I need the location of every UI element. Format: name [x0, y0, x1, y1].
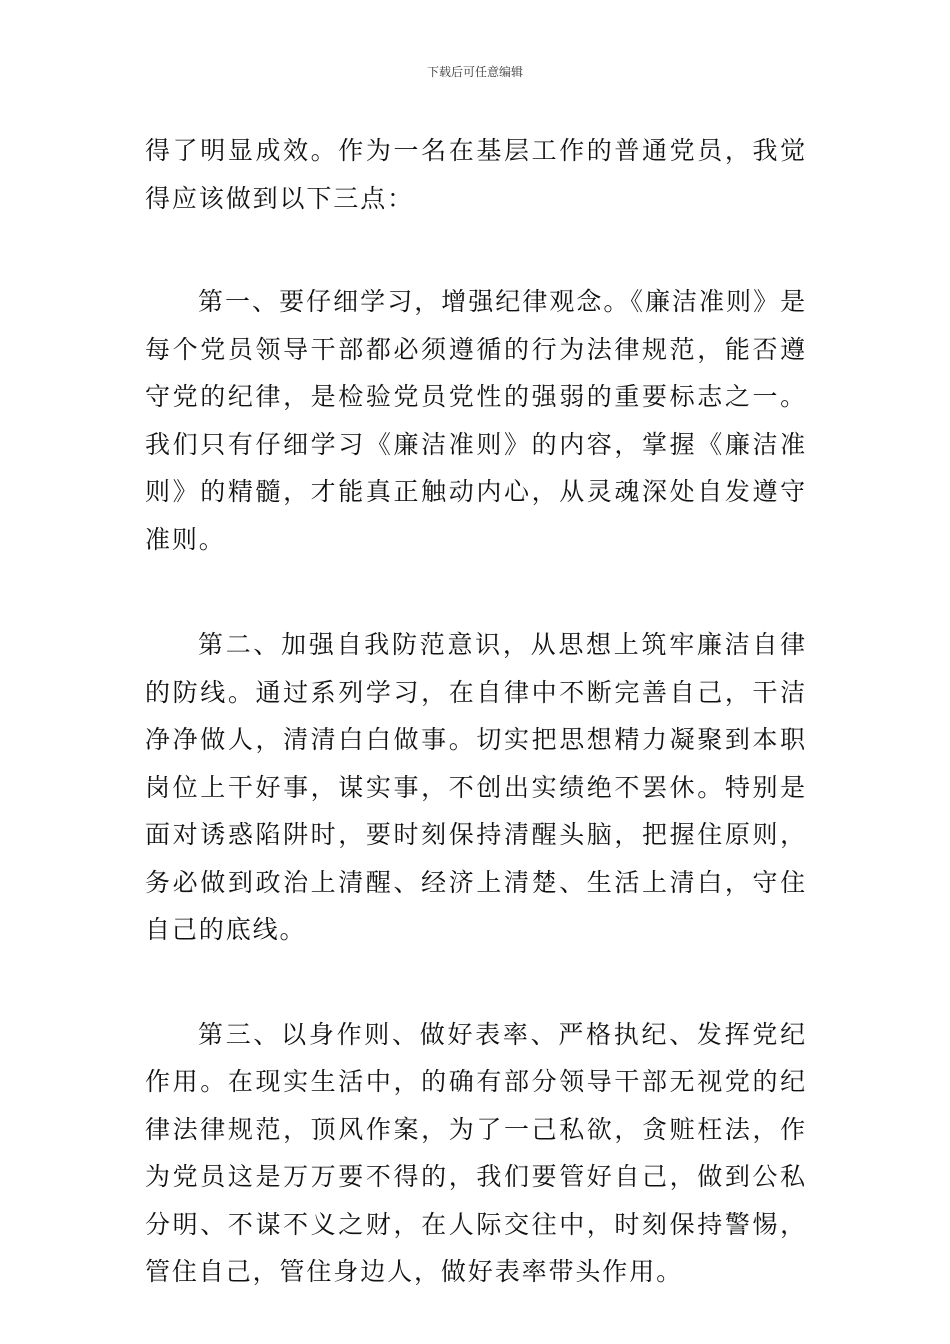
- page-header: 下载后可任意编辑: [426, 65, 523, 79]
- paragraph-intro: 得了明显成效。作为一名在基层工作的普通党员，我觉得应该做到以下三点：: [145, 136, 807, 213]
- paragraph-point-two: 第二、加强自我防范意识，从思想上筑牢廉洁自律的防线。通过系列学习，在自律中不断完善自己，干洁净净做人，清清白白做事。切实把思想精力凝聚到本职岗位上干好事，谋实事，不创出实绩绝不罢休。特别是面对诱惑陷阱时，要时刻保持清醒头脑，把握住原则，务必做到政治上清醒、经济上清楚、生活上清白，守住自己的底线。: [145, 630, 807, 944]
- paragraph-point-one: 第一、要仔细学习，增强纪律观念。《廉洁准则》是每个党员领导干部都必须遵循的行为法律规范，能否遵守党的纪律，是检验党员党性的强弱的重要标志之一。我们只有仔细学习《廉洁准则》的内容，掌握《廉洁准则》的精髓，才能真正触动内心，从灵魂深处自发遵守准则。: [145, 287, 807, 554]
- document-body: [145, 127, 807, 1296]
- paragraph-point-three: 第三、以身作则、做好表率、严格执纪、发挥党纪作用。在现实生活中，的确有部分领导干部无视党的纪律法律规范，顶风作案，为了一己私欲，贪赃枉法，作为党员这是万万要不得的，我们要管好自己，做到公私分明、不谋不义之财，在人际交往中，时刻保持警惕，管住自己，管住身边人，做好表率带头作用。: [145, 1019, 807, 1286]
